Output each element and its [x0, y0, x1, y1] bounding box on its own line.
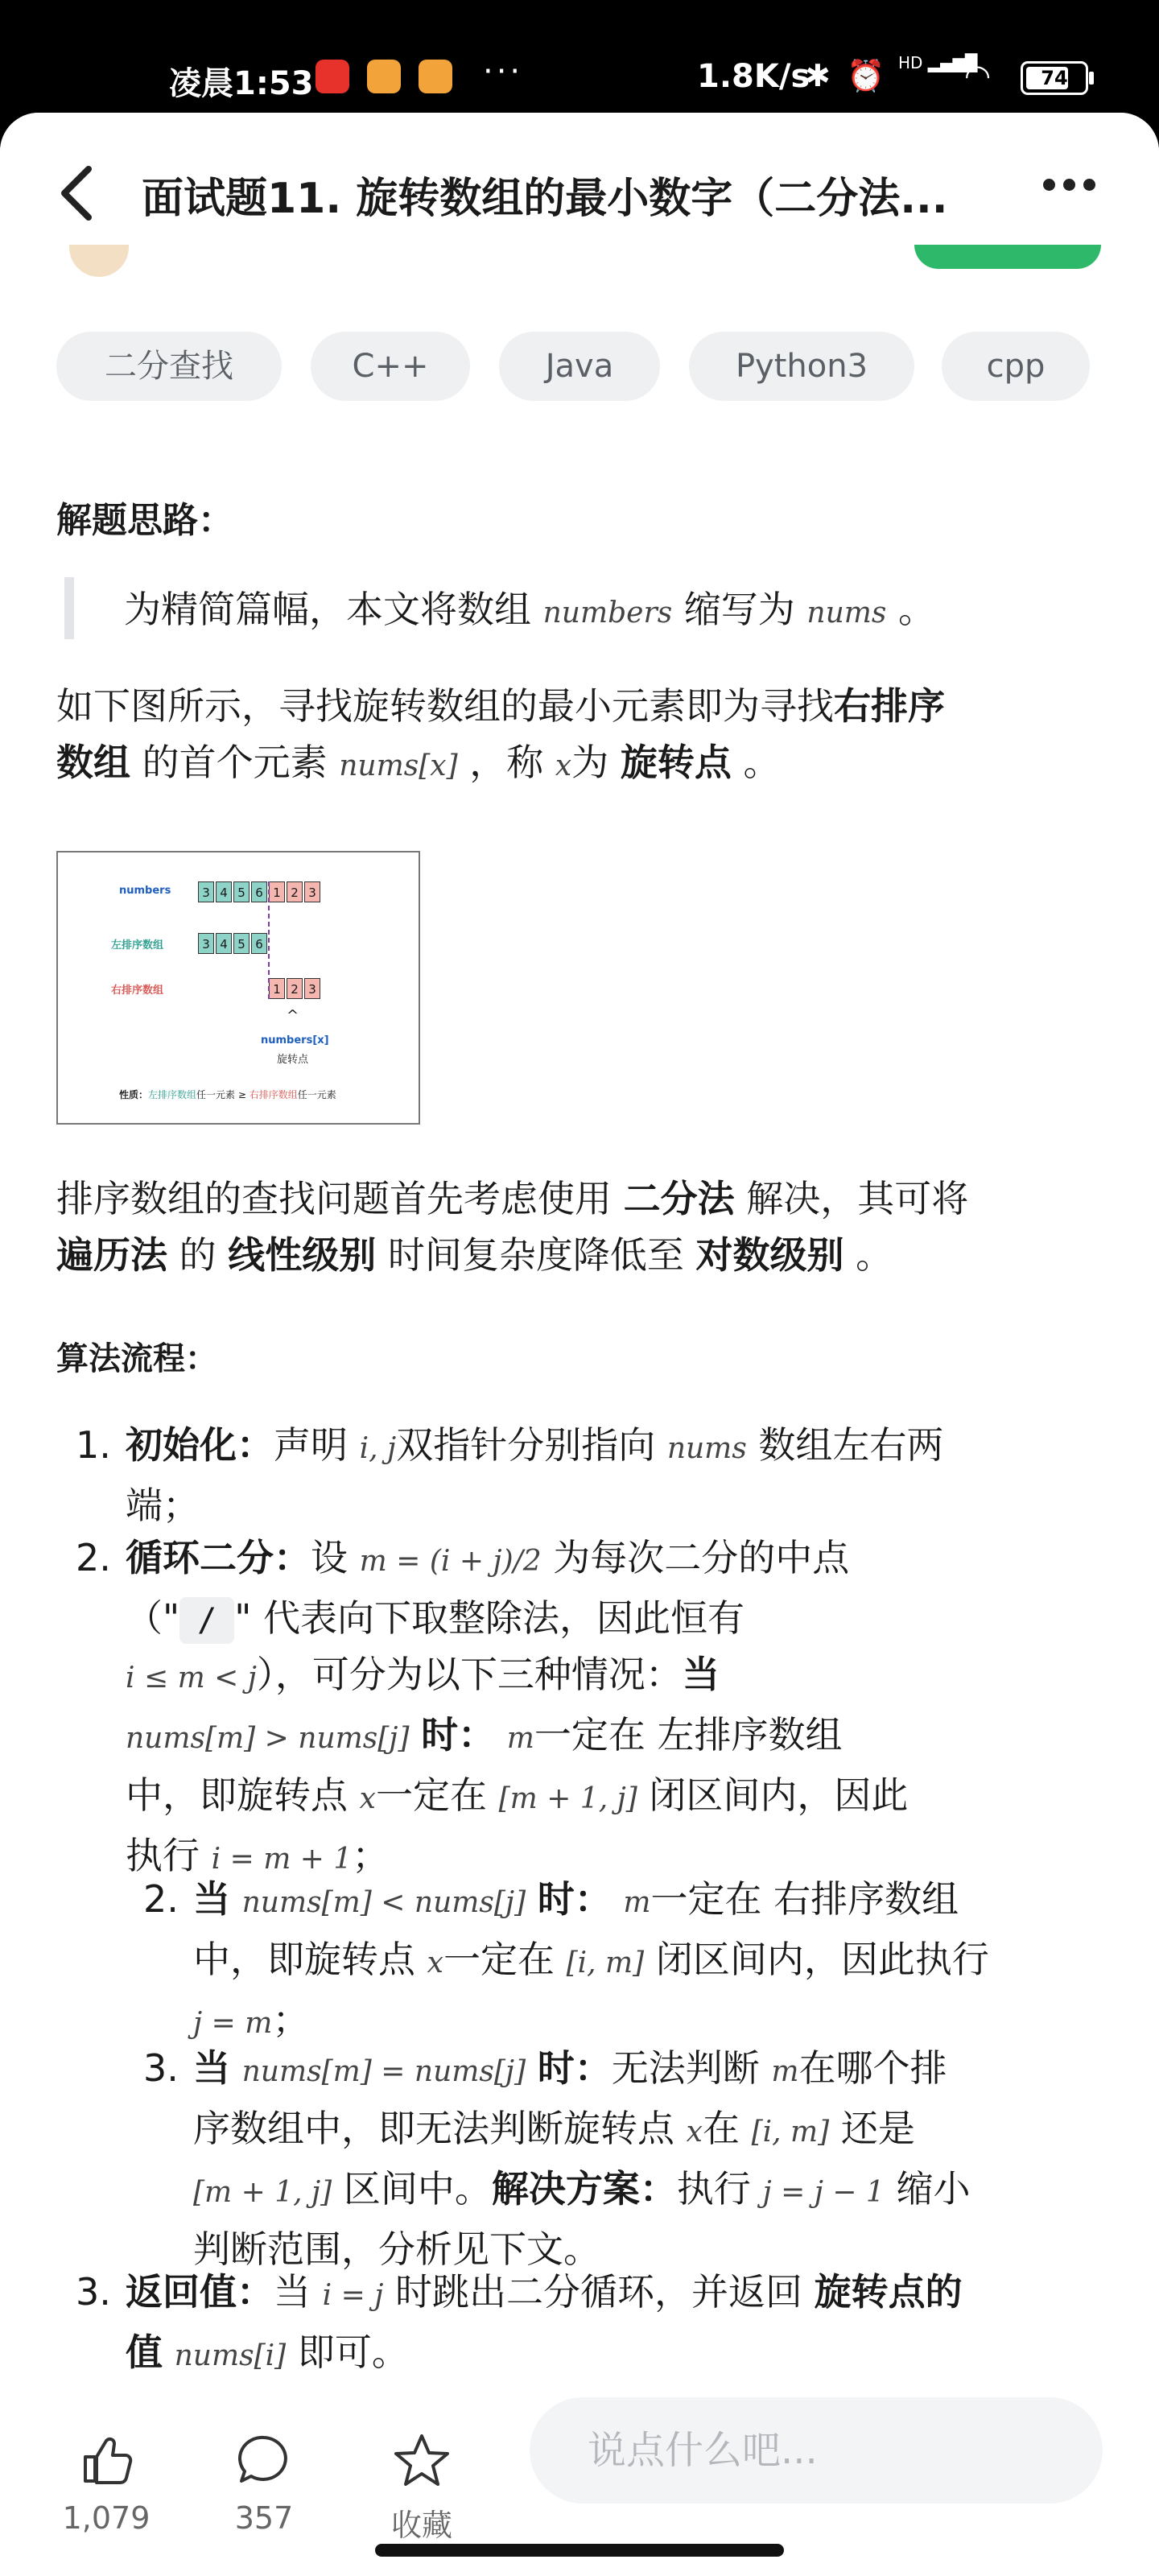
sub2-text-4: 闭区间内，因此执行 — [655, 1938, 989, 1981]
sub3-bold-2: 时： — [537, 2046, 612, 2090]
step-number: 2. — [76, 1536, 111, 1579]
more-notifications-icon: ··· — [483, 53, 524, 90]
math-nums-x: nums[x] — [339, 749, 458, 782]
step1-bold: 初始化： — [126, 1423, 274, 1467]
step3-bold-2: 旋转点的 — [814, 2270, 963, 2314]
sub3-text-7: 执行 — [676, 2167, 751, 2211]
math-x: x — [427, 1946, 443, 1979]
math-assign: j = j − 1 — [762, 2176, 885, 2209]
step2-bold: 循环二分： — [126, 1536, 311, 1579]
home-indicator[interactable] — [375, 2544, 784, 2557]
property-note — [119, 1088, 336, 1101]
cell: 3 — [304, 881, 320, 902]
quote-bar — [64, 577, 74, 639]
para2-text-2: 解决，其可将 — [746, 1177, 969, 1220]
math-range: i ≤ m < j — [126, 1662, 257, 1695]
quote-text-2: 缩写为 — [683, 588, 795, 631]
property-mid: 任一元素 ≥ — [196, 1089, 250, 1100]
step2-text-7: 中，即旋转点 — [126, 1773, 348, 1817]
para2-text-1: 排序数组的查找问题首先考虑使用 — [56, 1177, 612, 1220]
caret-mark: ^ — [287, 1007, 299, 1024]
sub3-bold-3: 解决方案： — [491, 2167, 677, 2211]
tag-binary-search[interactable]: 二分查找 — [56, 332, 282, 401]
pointer-caption: 旋转点 — [277, 1054, 309, 1066]
sub2-text-2: 中，即旋转点 — [193, 1938, 415, 1981]
math-mid: m = (i + j)/2 — [359, 1545, 542, 1578]
section-title: 解题思路： — [56, 500, 233, 541]
top-header — [0, 113, 1159, 266]
favorite-button[interactable] — [365, 2431, 478, 2545]
math-nums: nums — [806, 597, 887, 630]
step1-text-1: 声明 — [274, 1423, 348, 1467]
para1-text-3: ，称 — [469, 741, 544, 784]
step3-bold: 返回值： — [126, 2270, 274, 2314]
math-numbers: numbers — [542, 597, 673, 630]
split-line — [268, 881, 270, 999]
para1-bold-3: 旋转点 — [620, 741, 732, 784]
step2-text-11: ； — [352, 1834, 390, 1877]
cell: 1 — [269, 978, 285, 999]
para1-bold-2: 数组 — [56, 741, 130, 784]
quote-text — [124, 581, 1159, 642]
author-avatar[interactable] — [69, 245, 129, 277]
step1-text-3: 数组左右两 — [758, 1423, 944, 1467]
math-interval: [i, m] — [566, 1946, 645, 1979]
cell: 2 — [287, 881, 303, 902]
math-m: m — [506, 1722, 534, 1755]
property-right: 右排序数组 — [249, 1089, 298, 1100]
step3-text-1: 当 — [274, 2270, 311, 2314]
math-m: m — [771, 2055, 799, 2088]
sub3-text-5: 还是 — [840, 2107, 915, 2150]
step3-text-2: 时跳出二分循环，并返回 — [394, 2270, 802, 2314]
algorithm-title: 算法流程： — [56, 1340, 217, 1377]
more-options-icon[interactable] — [1043, 179, 1107, 203]
cell: 2 — [287, 978, 303, 999]
property-end: 任一元素 — [297, 1089, 336, 1100]
tag-cpp[interactable]: C++ — [311, 332, 470, 401]
article-sheet — [0, 113, 1159, 2576]
row-label-right-sorted: 右排序数组 — [111, 985, 164, 997]
property-left: 左排序数组 — [148, 1089, 197, 1100]
cell: 5 — [233, 933, 250, 954]
tag-java[interactable]: Java — [499, 332, 660, 401]
sub3-text-2: 在哪个排 — [798, 2046, 947, 2090]
row-label-numbers: numbers — [119, 885, 171, 897]
comment-input[interactable]: 说点什么吧... — [530, 2397, 1103, 2504]
bluetooth-icon: ✱ — [805, 58, 831, 93]
step2-text-3: （" — [126, 1596, 180, 1640]
notes-app-icon — [367, 60, 401, 93]
sub3-text-1: 无法判断 — [611, 2046, 760, 2090]
step-number: 2. — [143, 1877, 179, 1921]
cell: 4 — [216, 881, 232, 902]
step3-text-3: 即可。 — [297, 2330, 409, 2374]
step2-text-8: 一定在 — [375, 1773, 487, 1817]
sub3-text-3: 序数组中，即无法判断旋转点 — [193, 2107, 674, 2150]
notes-app-icon-2 — [419, 60, 452, 93]
sub3-text-6: 区间中。 — [343, 2167, 492, 2211]
favorite-label: 收藏 — [390, 2508, 452, 2543]
sub2-bold-2: 时： — [537, 1877, 612, 1921]
cell: 5 — [233, 881, 250, 902]
cell: 6 — [251, 881, 267, 902]
math-x: x — [555, 749, 572, 782]
step3-bold-3: 值 — [126, 2330, 163, 2374]
step-number: 1. — [76, 1423, 111, 1467]
step2-text-6: 一定在 左排序数组 — [534, 1713, 843, 1757]
step1-text-2: 双指针分别指向 — [396, 1423, 656, 1467]
cell: 4 — [216, 933, 232, 954]
para2-bold-1: 二分法 — [623, 1177, 735, 1220]
quote-text-3: 。 — [898, 588, 936, 631]
step2-bold-2: 当 — [682, 1653, 720, 1696]
thumbs-up-icon — [77, 2431, 135, 2489]
battery-icon — [1021, 61, 1088, 95]
alarm-icon: ⏰ — [847, 58, 885, 93]
cell: 3 — [198, 881, 214, 902]
star-icon — [393, 2431, 451, 2489]
wifi-icon: ◠ — [964, 58, 992, 93]
math-interval-2: [m + 1, j] — [193, 2176, 332, 2209]
math-i-j: i, j — [359, 1432, 397, 1465]
sub2-bold: 当 — [193, 1877, 230, 1921]
step2-text-9: 闭区间内，因此 — [649, 1773, 909, 1817]
cell: 3 — [304, 978, 320, 999]
signal-hd-label: HD — [898, 53, 923, 72]
math-i-eq-j: i = j — [322, 2279, 384, 2312]
para1-bold-1: 右排序 — [834, 684, 945, 728]
comment-bubble-icon — [235, 2431, 293, 2489]
math-cond-gt: nums[m] > nums[j] — [126, 1722, 410, 1755]
para2-bold-2: 遍历法 — [56, 1233, 167, 1277]
math-m: m — [623, 1886, 651, 1919]
sub2-text-5: ； — [272, 1998, 310, 2041]
code-div: / — [179, 1597, 234, 1644]
para2-bold-4: 对数级别 — [695, 1233, 844, 1277]
signal-icon: HD ▂▄▆█ — [898, 53, 978, 72]
rotation-diagram[interactable] — [56, 851, 420, 1125]
sub3-bold: 当 — [193, 2046, 230, 2090]
para1-text-5: 。 — [743, 741, 781, 784]
page-title: 面试题11. 旋转数组的最小数字（二分法... — [142, 175, 948, 223]
para2-text-3: 的 — [179, 1233, 217, 1277]
network-speed: 1.8K/s — [697, 58, 810, 95]
quote-text-1: 为精简篇幅，本文将数组 — [124, 588, 531, 631]
math-nums-i: nums[i] — [174, 2339, 287, 2372]
step2-text-1: 设 — [311, 1536, 348, 1579]
row-label-left-sorted: 左排序数组 — [111, 939, 164, 952]
step1-text-4: 端； — [126, 1484, 200, 1527]
paragraph-2 — [56, 1170, 1103, 1283]
math-x: x — [686, 2116, 703, 2149]
paragraph-1 — [56, 678, 1103, 795]
cell: 1 — [269, 881, 285, 902]
cell: 6 — [251, 933, 267, 954]
para1-text-1: 如下图所示，寻找旋转数组的最小元素即为寻找 — [56, 684, 834, 728]
math-assign: i = m + 1 — [211, 1843, 353, 1876]
math-interval: [i, m] — [751, 2116, 830, 2149]
para2-text-5: 。 — [856, 1233, 893, 1277]
step-number: 3. — [143, 2046, 179, 2090]
pointer-label: numbers[x] — [261, 1034, 329, 1046]
back-arrow-icon[interactable] — [53, 161, 101, 225]
step2-text-10: 执行 — [126, 1834, 200, 1877]
para2-bold-3: 线性级别 — [228, 1233, 377, 1277]
status-time: 凌晨1:53 — [169, 65, 314, 102]
cell: 3 — [198, 933, 214, 954]
math-cond-eq: nums[m] = nums[j] — [241, 2055, 526, 2088]
para1-text-4: 为 — [571, 741, 609, 784]
step2-bold-3: 时： — [421, 1713, 496, 1757]
para2-text-4: 时间复杂度降低至 — [387, 1233, 684, 1277]
sub2-text-3: 一定在 — [443, 1938, 555, 1981]
battery-level: 74 — [1041, 67, 1068, 89]
tag-cpp-lower[interactable]: cpp — [942, 332, 1090, 401]
follow-button[interactable] — [914, 245, 1101, 269]
tag-python3[interactable]: Python3 — [689, 332, 914, 401]
math-x: x — [359, 1782, 376, 1815]
like-count: 1,079 — [62, 2500, 151, 2536]
para1-text-2: 的首个元素 — [142, 741, 328, 784]
math-interval: [m + 1, j] — [498, 1782, 637, 1815]
math-nums: nums — [666, 1432, 747, 1465]
sub2-text-1: 一定在 右排序数组 — [650, 1877, 959, 1921]
comment-button[interactable] — [208, 2431, 320, 2536]
sub3-text-8: 缩小 — [896, 2167, 971, 2211]
math-assign: j = m — [193, 2007, 273, 2040]
comment-count: 357 — [234, 2500, 294, 2536]
step2-text-2: 为每次二分的中点 — [553, 1536, 850, 1579]
math-cond-lt: nums[m] < nums[j] — [241, 1886, 526, 1919]
step-number: 3. — [76, 2270, 111, 2314]
sub3-text-4: 在 — [702, 2107, 740, 2150]
like-button[interactable] — [50, 2431, 163, 2536]
property-prefix: 性质： — [119, 1089, 149, 1100]
sub3-text-9: 判断范围，分析见下文。 — [193, 2227, 600, 2271]
step2-text-4: " 代表向下取整除法，因此恒有 — [234, 1596, 745, 1640]
step2-text-5: ），可分为以下三种情况： — [256, 1653, 683, 1696]
weibo-app-icon — [316, 60, 349, 93]
